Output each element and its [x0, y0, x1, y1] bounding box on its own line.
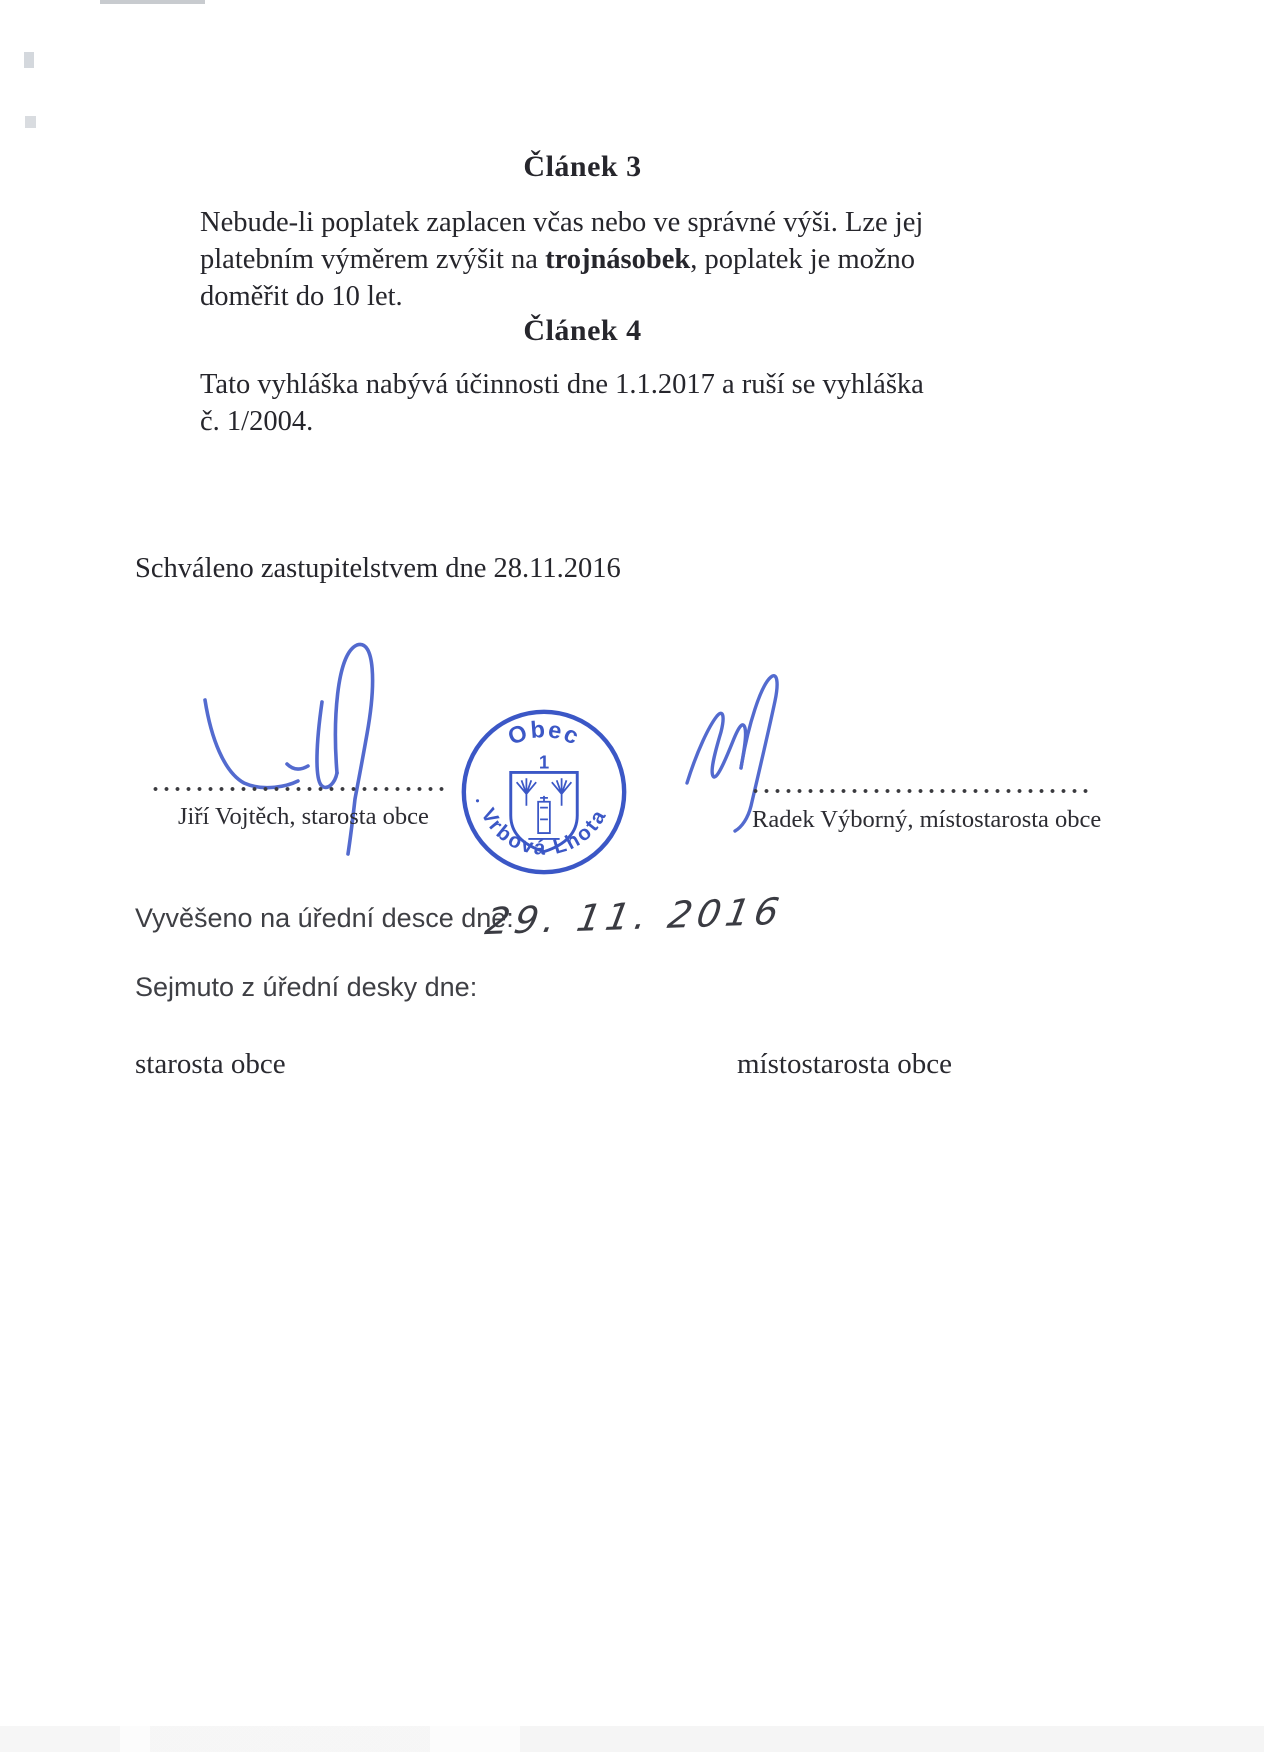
article-3-text-pre: Nebude-li poplatek zaplacen včas nebo ve správné výši. Lze jej platebním výměrem zvýšit na	[200, 207, 924, 275]
svg-text:Vrbová Lhota	[476, 804, 611, 859]
posted-date-handwritten: 29. 11. 2016	[482, 889, 788, 944]
stamp-top-text: Obec	[504, 715, 585, 751]
article-4-heading: Článek 4	[523, 314, 642, 347]
article-4-line1: Tato vyhláška nabývá účinnosti dne 1.1.2017 a ruší se vyhláška	[200, 369, 924, 400]
approval-line: Schváleno zastupitelstvem dne 28.11.2016	[135, 553, 621, 584]
signature-name-left: Jiří Vojtěch, starosta obce	[178, 803, 429, 830]
svg-text:Obec	[504, 716, 584, 750]
signature-line-left	[150, 786, 448, 792]
scan-artifact-bottom-strip	[0, 1726, 1264, 1752]
signature-name-right: Radek Výborný, místostarosta obce	[752, 806, 1102, 833]
article-3-heading: Článek 3	[523, 150, 642, 183]
footer-role-left: starosta obce	[135, 1048, 286, 1080]
article-3-text-post: , poplatek je možno doměřit do 10 let.	[200, 244, 916, 312]
scan-artifact-left-1	[24, 52, 34, 68]
footer-role-right: místostarosta obce	[737, 1048, 953, 1080]
posted-label: Vyvěšeno na úřední desce dne:	[135, 903, 514, 933]
removed-label: Sejmuto z úřední desky dne:	[135, 972, 478, 1002]
article-4-line2: č. 1/2004.	[200, 406, 314, 437]
signature-line-right	[750, 788, 1088, 794]
scan-artifact-top	[100, 0, 205, 4]
article-3-paragraph	[200, 204, 970, 315]
scan-artifact-left-2	[25, 116, 36, 128]
stamp-number: 1	[538, 751, 550, 773]
municipal-stamp	[456, 704, 632, 880]
stamp-bottom-text: Vrbová Lhota	[476, 804, 612, 860]
article-3-text-bold: trojnásobek	[545, 244, 691, 275]
